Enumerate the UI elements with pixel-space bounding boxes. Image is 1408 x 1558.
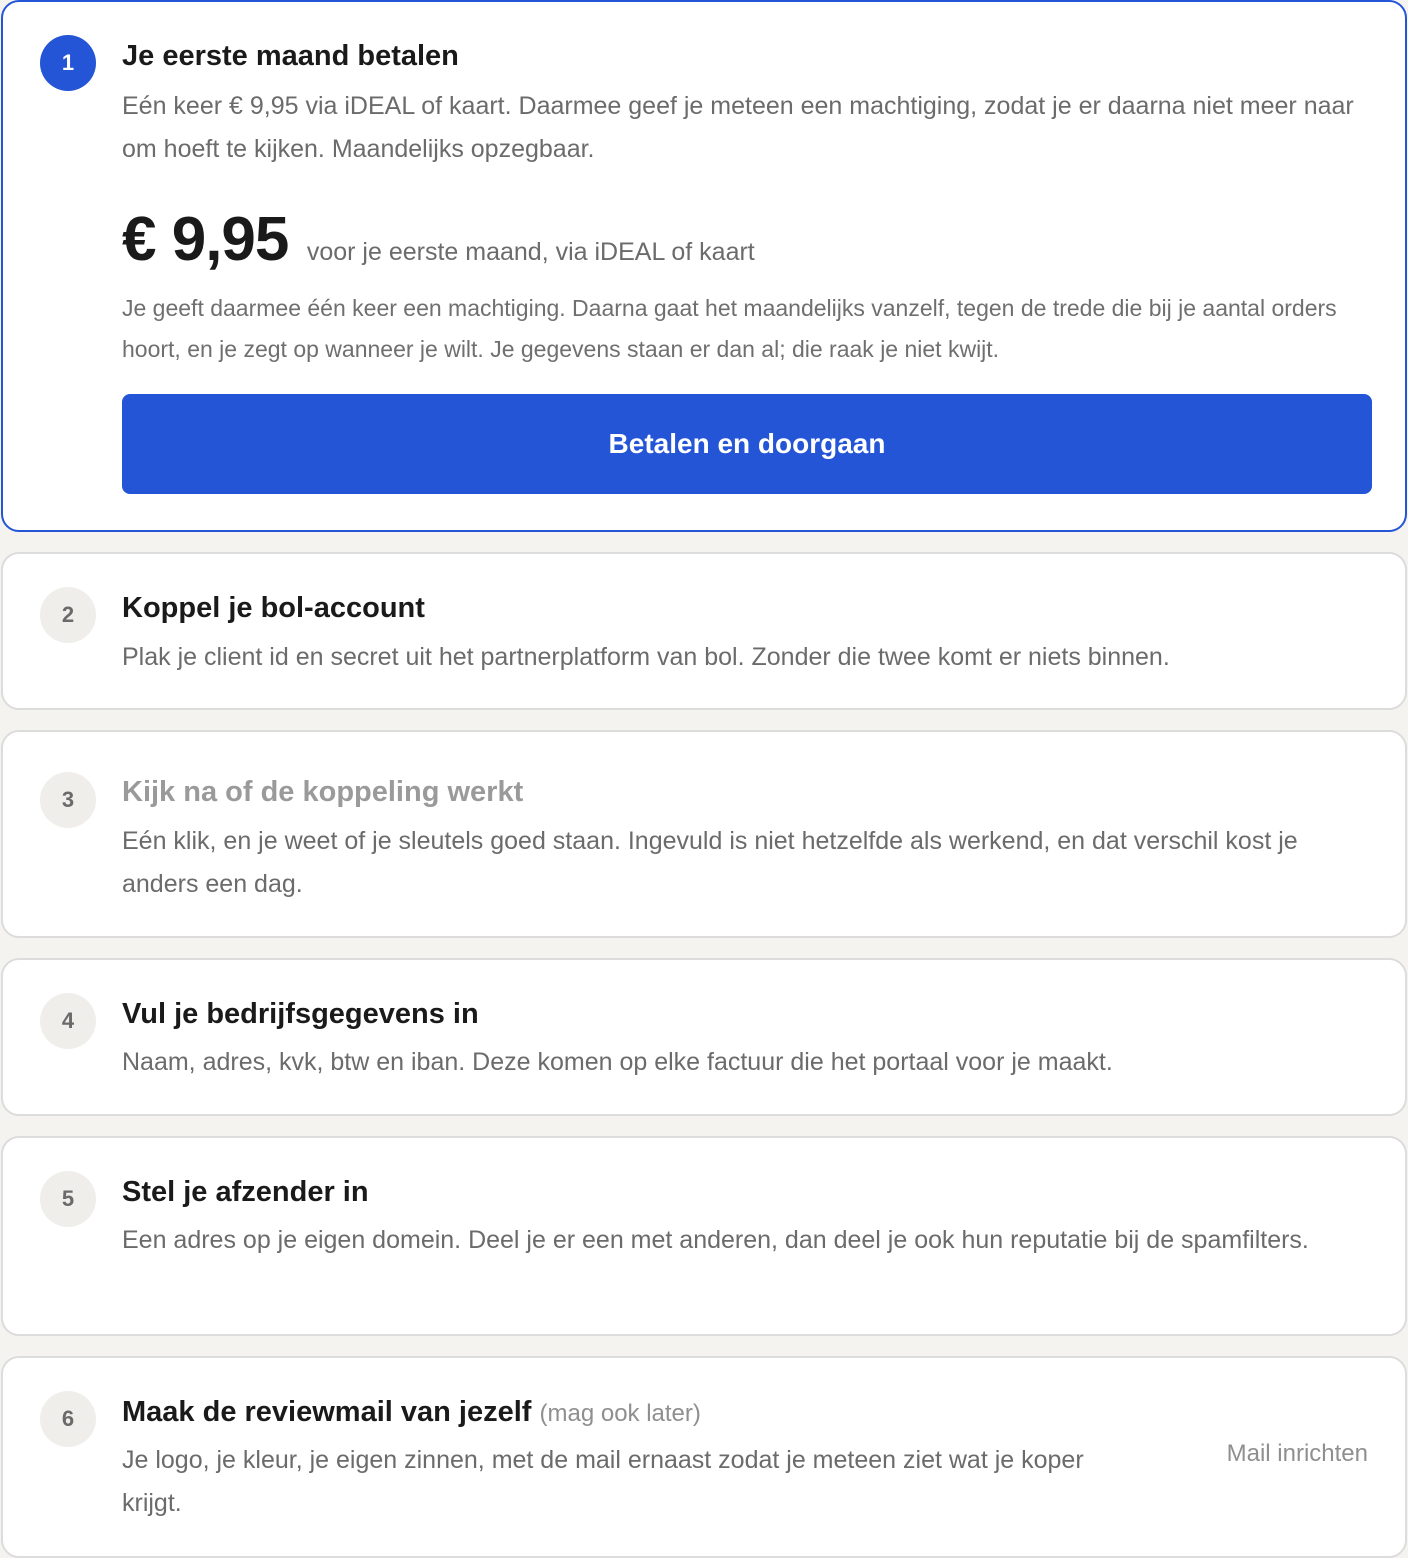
price-note: voor je eerste maand, via iDEAL of kaart [306,238,755,266]
step-card-6[interactable] [1,1356,1407,1558]
price-amount: € 9,95 [122,205,289,274]
step-title: Vul je bedrijfsgegevens in [122,998,479,1030]
step-number-badge: 3 [40,772,96,828]
step-title [122,1396,701,1429]
step-description: Een adres op je eigen domein. Deel je er een met anderen, dan deel je ook hun reputatie bij de spamfilters. [122,1226,1309,1254]
mail-setup-link[interactable]: Mail inrichten [1226,1440,1368,1467]
step-title: Kijk na of de koppeling werkt [122,776,524,808]
step-title: Koppel je bol-account [122,592,425,624]
payment-details: Je geeft daarmee één keer een machtiging. Daarna gaat het maandelijks vanzelf, tegen de trede die bij je aantal orders hoort, en je zegt op wanneer je wilt. Je gegevens staan er dan al; die raak je niet kwijt. [122,295,1337,362]
step-description: Plak je client id en secret uit het partnerplatform van bol. Zonder die twee komt er niets binnen. [122,643,1170,671]
step-title-text: Maak de reviewmail van jezelf [122,1396,532,1428]
step-card-1 [1,0,1407,532]
step-card-3[interactable] [1,730,1407,938]
price-row [122,204,755,275]
step-title: Stel je afzender in [122,1176,369,1208]
step-number-badge: 4 [40,993,96,1049]
step-description: Naam, adres, kvk, btw en iban. Deze komen op elke factuur die het portaal voor je maakt. [122,1048,1113,1076]
step-card-5[interactable] [1,1136,1407,1336]
step-description: Eén klik, en je weet of je sleutels goed staan. Ingevuld is niet hetzelfde als werkend, en dat verschil kost je anders een dag. [122,827,1298,898]
step-description: Je logo, je kleur, je eigen zinnen, met de mail ernaast zodat je meteen ziet wat je koper krijgt. [122,1446,1084,1517]
step-number-badge: 1 [40,35,96,91]
step-description: Eén keer € 9,95 via iDEAL of kaart. Daarmee geef je meteen een machtiging, zodat je er daarna niet meer naar om hoeft te kijken. Maandelijks opzegbaar. [122,92,1354,163]
step-card-2[interactable] [1,552,1407,710]
step-card-4[interactable] [1,958,1407,1116]
step-number-badge: 6 [40,1391,96,1447]
step-title-note: (mag ook later) [539,1400,701,1427]
pay-and-continue-button[interactable]: Betalen en doorgaan [122,394,1372,494]
step-number-badge: 2 [40,587,96,643]
step-number-badge: 5 [40,1171,96,1227]
step-title: Je eerste maand betalen [122,40,459,72]
